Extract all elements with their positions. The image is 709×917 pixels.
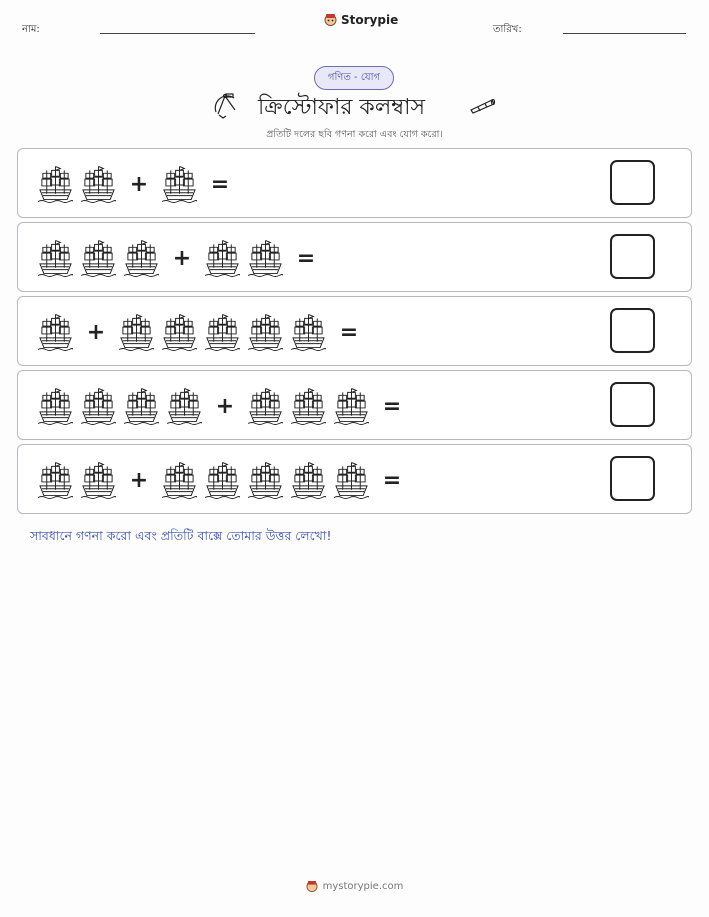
sailing-ship-icon	[248, 460, 283, 500]
sailing-ship-icon	[248, 312, 283, 352]
page-title: ক্রিস্টোফার কলম্বাস	[258, 95, 426, 120]
sailing-ship-icon	[124, 386, 159, 426]
sailing-ship-icon	[167, 386, 202, 426]
sailing-ship-icon	[162, 164, 197, 204]
sailing-ship-icon	[205, 312, 240, 352]
sailing-ship-icon	[38, 386, 73, 426]
problem-row	[17, 222, 692, 292]
problem-equation	[38, 445, 415, 515]
brand-name: Storypie	[341, 13, 399, 27]
sailing-ship-icon	[38, 312, 73, 352]
sailing-ship-icon	[81, 460, 116, 500]
sailing-ship-icon	[81, 164, 116, 204]
sailing-ship-icon	[162, 460, 197, 500]
equals-sign: =	[296, 245, 316, 271]
sailing-ship-icon	[38, 460, 73, 500]
telescope-icon	[468, 96, 498, 114]
problem-equation	[38, 223, 329, 293]
answer-box[interactable]	[610, 456, 655, 501]
title-row	[0, 90, 709, 122]
footer-url[interactable]: mystorypie.com	[322, 881, 404, 892]
sailing-ship-icon	[124, 238, 159, 278]
problem-equation	[38, 297, 372, 367]
sailing-ship-icon	[205, 238, 240, 278]
date-field[interactable]	[563, 33, 686, 34]
plus-sign: +	[172, 245, 192, 271]
answer-box[interactable]	[610, 382, 655, 427]
answer-box[interactable]	[610, 160, 655, 205]
equals-sign: =	[339, 319, 359, 345]
plus-sign: +	[86, 319, 106, 345]
answer-box[interactable]	[610, 308, 655, 353]
storypie-mascot-icon	[306, 880, 318, 893]
sailing-ship-icon	[291, 312, 326, 352]
sailing-ship-icon	[334, 460, 369, 500]
problem-row	[17, 370, 692, 440]
problem-row	[17, 148, 692, 218]
plus-sign: +	[215, 393, 235, 419]
date-label: তারিখ:	[493, 24, 522, 35]
equals-sign: =	[382, 393, 402, 419]
sailing-ship-icon	[205, 460, 240, 500]
equals-sign: =	[210, 171, 230, 197]
sailing-ship-icon	[38, 238, 73, 278]
footer	[0, 880, 709, 893]
plus-sign: +	[129, 171, 149, 197]
sailing-ship-icon	[248, 238, 283, 278]
sailing-ship-icon	[248, 386, 283, 426]
sailing-ship-icon	[81, 386, 116, 426]
sailing-ship-icon	[162, 312, 197, 352]
worksheet-header	[0, 0, 709, 45]
sailing-ship-icon	[38, 164, 73, 204]
hint-text: সাবধানে গণনা করো এবং প্রতিটি বাক্সে তোমার উত্তর লেখো!	[30, 528, 332, 543]
answer-box[interactable]	[610, 234, 655, 279]
problem-equation	[38, 149, 243, 219]
sailing-ship-icon	[334, 386, 369, 426]
equals-sign: =	[382, 467, 402, 493]
sailing-ship-icon	[119, 312, 154, 352]
problem-equation	[38, 371, 415, 441]
sextant-icon	[213, 92, 239, 120]
sailing-ship-icon	[291, 460, 326, 500]
sailing-ship-icon	[81, 238, 116, 278]
brand-logo	[324, 13, 398, 27]
name-label: নাম:	[22, 24, 40, 35]
sailing-ship-icon	[291, 386, 326, 426]
subject-tag: গণিত - যোগ	[314, 66, 394, 90]
name-field[interactable]	[100, 33, 255, 34]
storypie-mascot-icon	[324, 13, 337, 27]
plus-sign: +	[129, 467, 149, 493]
problem-row	[17, 296, 692, 366]
problem-row	[17, 444, 692, 514]
instructions: প্রতিটি দলের ছবি গণনা করো এবং যোগ করো।	[266, 129, 443, 140]
